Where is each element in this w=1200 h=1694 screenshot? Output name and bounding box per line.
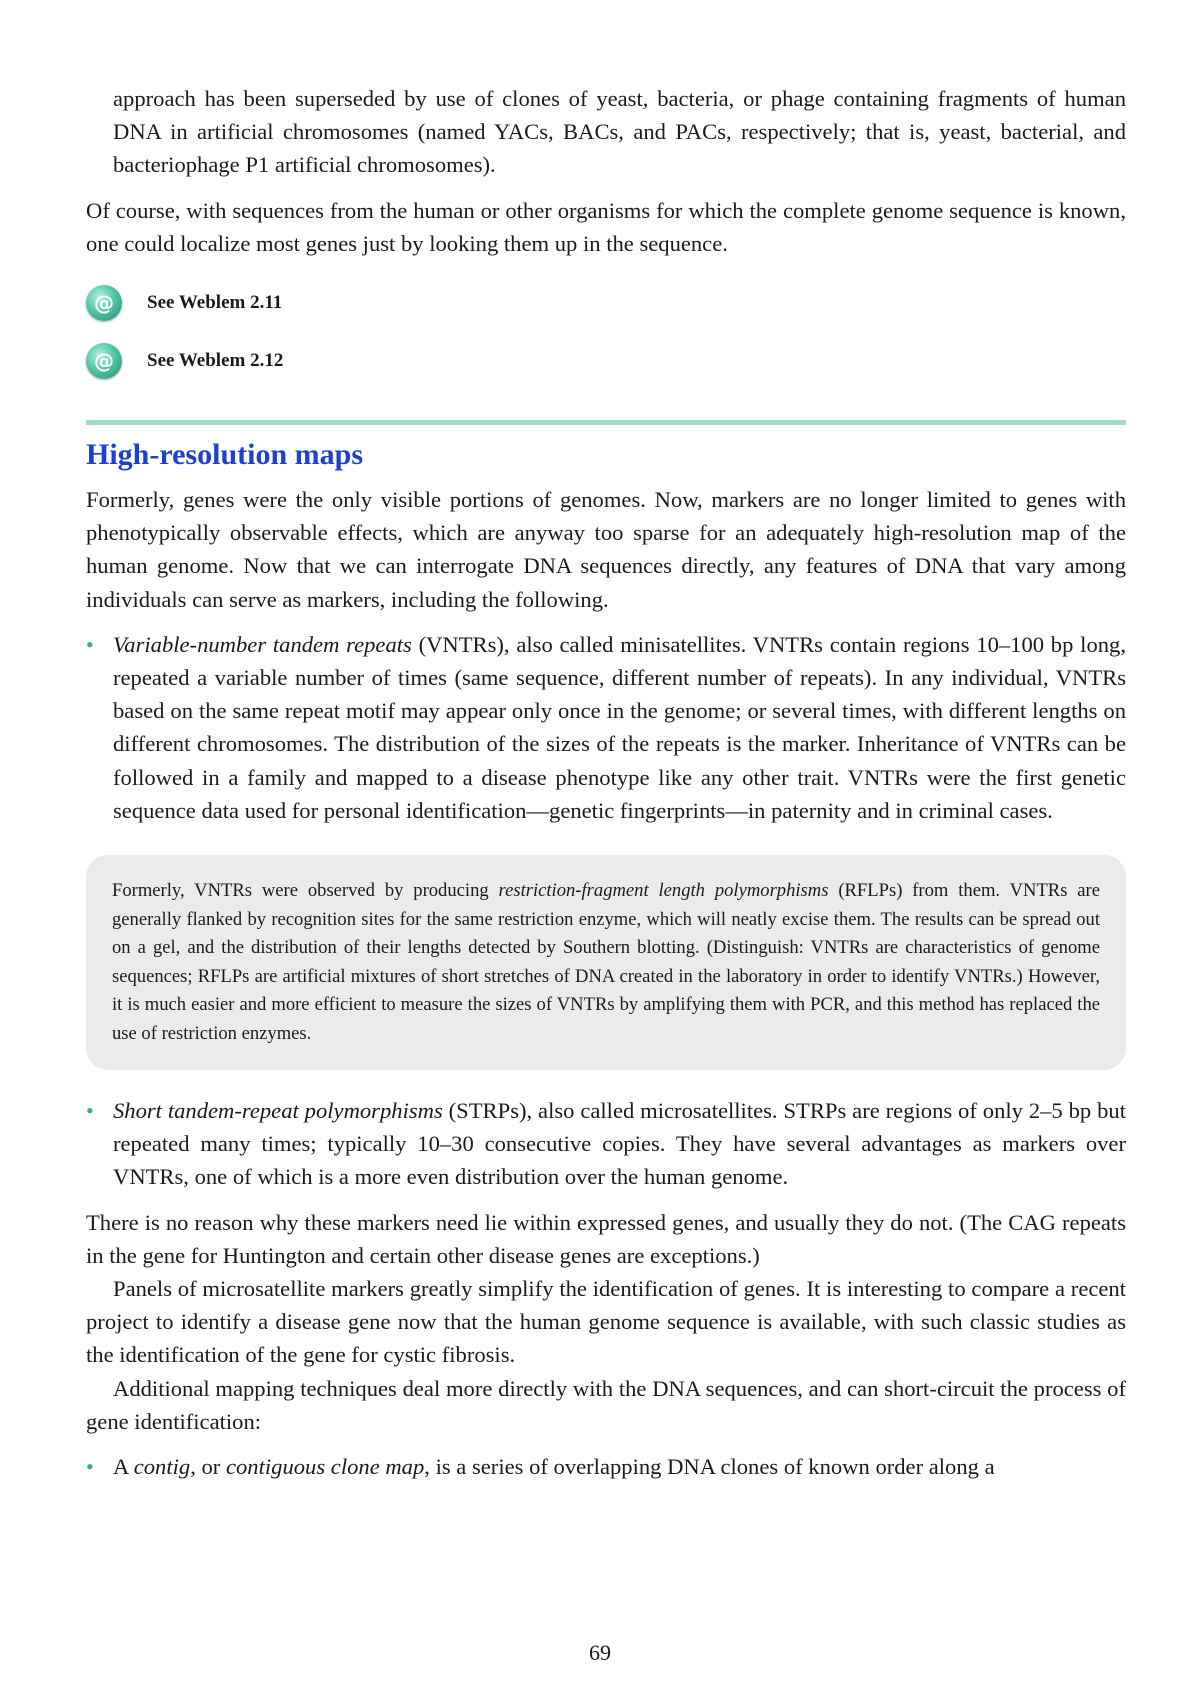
bullet-vntr-body: (VNTRs), also called minisatellites. VNTRs contain regions 10–100 bp long, repeated a variable number of times (same sequence, different number of repeats). In any individual, VNTRs based on the same repeat motif may appear only once in the genome; or several times, with different lengths on different chromosomes. The distribution of the sizes of the repeats is the marker. Inheritance of VNTRs can be followed in a family and mapped to a disease phenotype like any other trait. VNTRs were the first genetic sequence data used for personal identification—genetic fingerprints—in paternity and in criminal cases. [113,631,1126,823]
bullet-contig [86,1450,1126,1483]
page-number: 69 [589,1640,611,1665]
contig-a: A [113,1454,134,1480]
weblem-label: See Weblem 2.11 [147,292,283,314]
rflp-note-text [112,877,1100,1048]
page-body [86,82,1126,1483]
contig-body: , is a series of overlapping DNA clones of known order along a [424,1454,995,1480]
bullet-contig-text [113,1450,1126,1483]
term-contiguous-clone-map: contiguous clone map [225,1454,425,1480]
note-post: (RFLPs) from them. VNTRs are generally flanked by recognition sites for the same restriction enzyme, which will neatly excise them. The results can be spread out on a gel, and the distribution of their lengths detected by Southern blotting. (Distinguish: VNTRs are characteristics of genome sequences; RFLPs are artificial mixtures of short stretches of DNA created in the laboratory in order to identify VNTRs.) However, it is much easier and more efficient to measure the sizes of VNTRs by amplifying them with PCR, and this method has replaced the use of restriction enzymes. [112,880,1100,1044]
panels-paragraph: Panels of microsatellite markers greatly simplify the identification of genes. It is interesting to compare a recent project to identify a disease gene now that the human genome sequence is available, with such classic studies as the identification of the gene for cystic fibrosis. [86,1276,1126,1368]
top-continuation-paragraph: approach has been superseded by use of clones of yeast, bacteria, or phage containing fragments of human DNA in artificial chromosomes (named YACs, BACs, and PACs, respectively; that is, yeast, bacterial, and bacteriophage P1 artificial chromosomes). [113,86,1126,178]
bullet-strp-text [113,1094,1126,1194]
bullet-strp [86,1094,1126,1194]
additional-techniques-paragraph: Additional mapping techniques deal more directly with the DNA sequences, and can short-circuit the process of gene identification: [86,1375,1126,1434]
rflp-note-box [86,855,1126,1070]
note-term: restriction-fragment length polymorphisms [498,880,829,902]
genome-lookup-paragraph: Of course, with sequences from the human or other organisms for which the complete genome sequence is known, one could localize most genes just by looking them up in the sequence. [86,197,1126,256]
term-contig: contig [133,1454,191,1480]
bullet-vntr-text [113,628,1126,827]
bullet-dot: • [86,1454,94,1480]
no-reason-paragraph: There is no reason why these markers need lie within expressed genes, and usually they do not. (The CAG repeats in the gene for Huntington and certain other disease genes are exceptions.) [86,1209,1126,1268]
bullet-strp-body: (STRPs), also called microsatellites. STRPs are regions of only 2–5 bp but repeated many times; typically 10–30 consecutive copies. They have several advantages as markers over VNTRs, one of which is a more even distribution over the human genome. [113,1098,1126,1190]
bullet-vntr [86,628,1126,827]
bullet-dot: • [86,1098,94,1124]
note-pre: Formerly, VNTRs were observed by producing [112,880,499,902]
contig-mid: , or [190,1454,226,1480]
weblem-link-2-12[interactable] [86,336,1126,386]
weblem-label: See Weblem 2.12 [147,350,284,372]
term-vntr: Variable-number tandem repeats [113,631,412,657]
term-strp: Short tandem-repeat polymorphisms [113,1098,443,1124]
section-heading: High-resolution maps [86,438,363,472]
section-divider [86,420,1126,425]
weblem-at-icon: @ [86,343,122,379]
weblem-link-2-11[interactable] [86,278,1126,328]
weblem-at-icon: @ [86,285,122,321]
bullet-dot: • [86,631,94,657]
markers-intro-paragraph: Formerly, genes were the only visible portions of genomes. Now, markers are no longer limited to genes with phenotypically observable effects, which are anyway too sparse for an adequately high-resolution map of the human genome. Now that we can interrogate DNA sequences directly, any features of DNA that vary among individuals can serve as markers, including the following. [86,487,1126,612]
